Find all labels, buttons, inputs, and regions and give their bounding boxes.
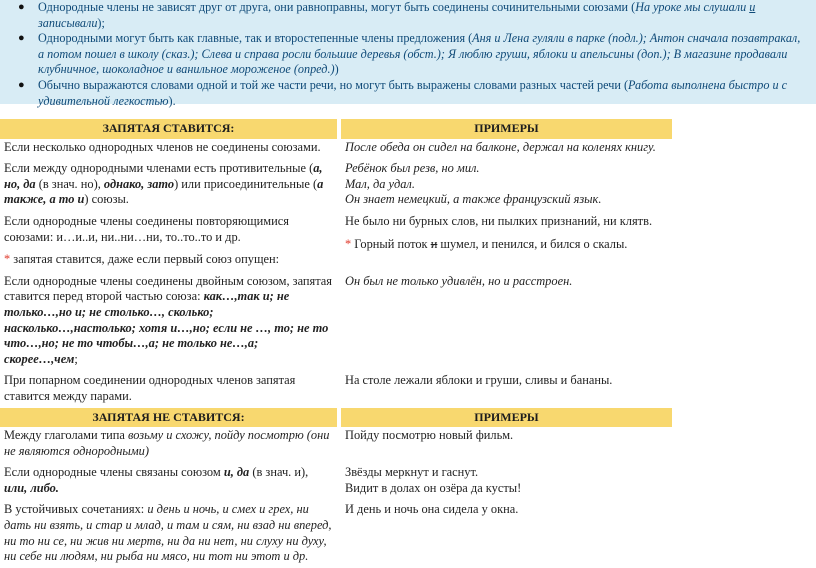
rule-cell: При попарном соединении однородных членов запятая ставится между парами. bbox=[0, 371, 339, 407]
rule-text: Если однородные члены соединены двойным союзом, запятая ставится перед второй частью союза: bbox=[4, 273, 332, 304]
note-example: записывали bbox=[38, 15, 98, 30]
note-close: ) bbox=[334, 62, 339, 77]
rule-text: Если однородные члены связаны союзом bbox=[4, 465, 224, 480]
rule-text: Если между однородными членами есть противительные ( bbox=[4, 161, 314, 176]
example-cell: Он был не только удивлён, но и расстроен. bbox=[339, 272, 672, 372]
example-line: Горный поток bbox=[351, 236, 431, 251]
header-examples: ПРИМЕРЫ bbox=[339, 408, 672, 428]
example-cell: И день и ночь она сидела у окна. bbox=[339, 500, 672, 567]
note-example-underlined: и bbox=[749, 0, 756, 14]
table-row bbox=[0, 139, 672, 160]
note-close: ). bbox=[168, 93, 176, 108]
example-line: Ребёнок был резв, но мил. bbox=[345, 161, 480, 176]
note-text: Обычно выражаются словами одной и той же части речи, но могут быть выражены словами разных частей речи ( bbox=[38, 77, 629, 92]
table-row bbox=[0, 159, 672, 212]
table-header-row bbox=[0, 408, 672, 428]
note-example: На уроке мы слушали bbox=[635, 0, 750, 14]
rule-conj: как…,так и; не только…,но и; не столько…, сколько; насколько…,настолько; хотя и…,но; если не …, то; не то что…,но; не то чтобы…,а; не только не…,а; скорее…,чем bbox=[4, 289, 329, 366]
example-line: шумел, и пенился, и бился о скалы. bbox=[437, 236, 628, 251]
rule-text: ) или присоединительные ( bbox=[174, 176, 318, 191]
asterisk-icon: * bbox=[4, 252, 11, 267]
bullet-icon: ● bbox=[18, 78, 25, 91]
bullet-icon: ● bbox=[18, 1, 25, 13]
rule-conj: а также, а то и bbox=[4, 176, 324, 207]
example-line: Видит в долах он озёра да кусты! bbox=[345, 480, 522, 495]
rule-cell: Если несколько однородных членов не соединены союзами. bbox=[0, 139, 339, 160]
example-line: Звёзды меркнут и гаснут. bbox=[345, 465, 479, 480]
example-cell: На столе лежали яблоки и груши, сливы и бананы. bbox=[339, 371, 672, 407]
rule-text: В устойчивых сочетаниях: bbox=[4, 502, 148, 517]
rules-table bbox=[0, 119, 672, 568]
rule-conj: а, но, да bbox=[4, 161, 323, 191]
example-line: Он знает немецкий, а также французский язык. bbox=[345, 192, 602, 207]
table-row bbox=[0, 463, 672, 500]
example-cell bbox=[339, 463, 672, 500]
example-cell: После обеда он сидел на балконе, держал на коленях книгу. bbox=[345, 139, 656, 154]
rule-text: Если однородные члены соединены повторяющимися союзами: и…и..и, ни..ни…ни, то..то..то и др. bbox=[4, 213, 289, 244]
example-line: Не было ни бурных слов, ни пылких признаний, ни клятв. bbox=[345, 213, 653, 228]
table-row bbox=[0, 272, 672, 372]
table-header-row bbox=[0, 119, 672, 139]
example-cell bbox=[339, 159, 672, 212]
notes-panel bbox=[0, 0, 816, 108]
rule-text: Между глаголами типа bbox=[4, 428, 128, 443]
rule-text: (в знач. и), bbox=[249, 465, 309, 480]
notes-list bbox=[0, 0, 816, 109]
header-examples: ПРИМЕРЫ bbox=[339, 119, 672, 139]
rule-text: (в знач. но), bbox=[35, 176, 104, 191]
rule-text: ) союзы. bbox=[84, 192, 129, 207]
note-close: ); bbox=[97, 15, 105, 30]
note-text: Однородными могут быть как главные, так и второстепенные члены предложения ( bbox=[38, 31, 473, 46]
note-text: Однородные члены не зависят друг от друга, они равноправны, могут быть соединены сочинительными союзами ( bbox=[38, 0, 636, 14]
rule-cell bbox=[0, 272, 339, 372]
rule-conj: и, да bbox=[223, 465, 250, 480]
rule-conj: однако, зато bbox=[103, 176, 175, 191]
rule-cell bbox=[0, 500, 339, 567]
table-row bbox=[0, 371, 672, 407]
example-strikethrough: и bbox=[430, 236, 438, 251]
rule-example: возьму и схожу, пойду посмотрю (они не являются однородными) bbox=[4, 428, 330, 458]
rule-cell bbox=[0, 159, 339, 212]
header-comma-not-needed: ЗАПЯТАЯ НЕ СТАВИТСЯ: bbox=[0, 408, 339, 428]
rule-cell bbox=[0, 463, 339, 500]
example-cell bbox=[339, 212, 672, 272]
rule-cell bbox=[0, 212, 339, 272]
table-row bbox=[0, 212, 672, 272]
rule-cell bbox=[0, 427, 339, 463]
rule-example: и день и ночь, и смех и грех, ни дать ни взять, и стар и млад, и там и сям, ни взад ни вперед, ни то ни се, ни жив ни мертв, ни да ни нет, ни слуху ни духу, ни себе ни людям, ни рыба ни мясо, ни тот ни этот и др. bbox=[4, 502, 332, 564]
header-comma-needed: ЗАПЯТАЯ СТАВИТСЯ: bbox=[0, 119, 339, 139]
note-item-2 bbox=[18, 31, 816, 78]
rule-conj: или, либо. bbox=[4, 480, 59, 495]
note-example: Работа выполнена быстро и с удивительной легкостью bbox=[38, 77, 788, 108]
table-row bbox=[0, 427, 672, 463]
rule-note: запятая ставится, даже если первый союз опущен: bbox=[10, 252, 280, 267]
bullet-icon: ● bbox=[18, 32, 25, 45]
example-line: Мал, да удал. bbox=[345, 176, 415, 191]
example-cell: Пойду посмотрю новый фильм. bbox=[345, 428, 514, 443]
note-item-1 bbox=[18, 0, 816, 31]
rule-text: ; bbox=[74, 351, 78, 366]
note-example: Аня и Лена гуляли в парке (подл.); Антон сначала позавтракал, а потом пошел в школу (сказ.); Слева и справа росли большие деревья (обст.); Я люблю груши, яблоки и апельсины (доп.); В магазине продавали клубничное, шоколадное и ванильное мороженое (опред.) bbox=[38, 31, 801, 77]
table-row bbox=[0, 500, 672, 567]
asterisk-icon: * bbox=[345, 236, 352, 251]
note-item-3 bbox=[18, 77, 816, 109]
